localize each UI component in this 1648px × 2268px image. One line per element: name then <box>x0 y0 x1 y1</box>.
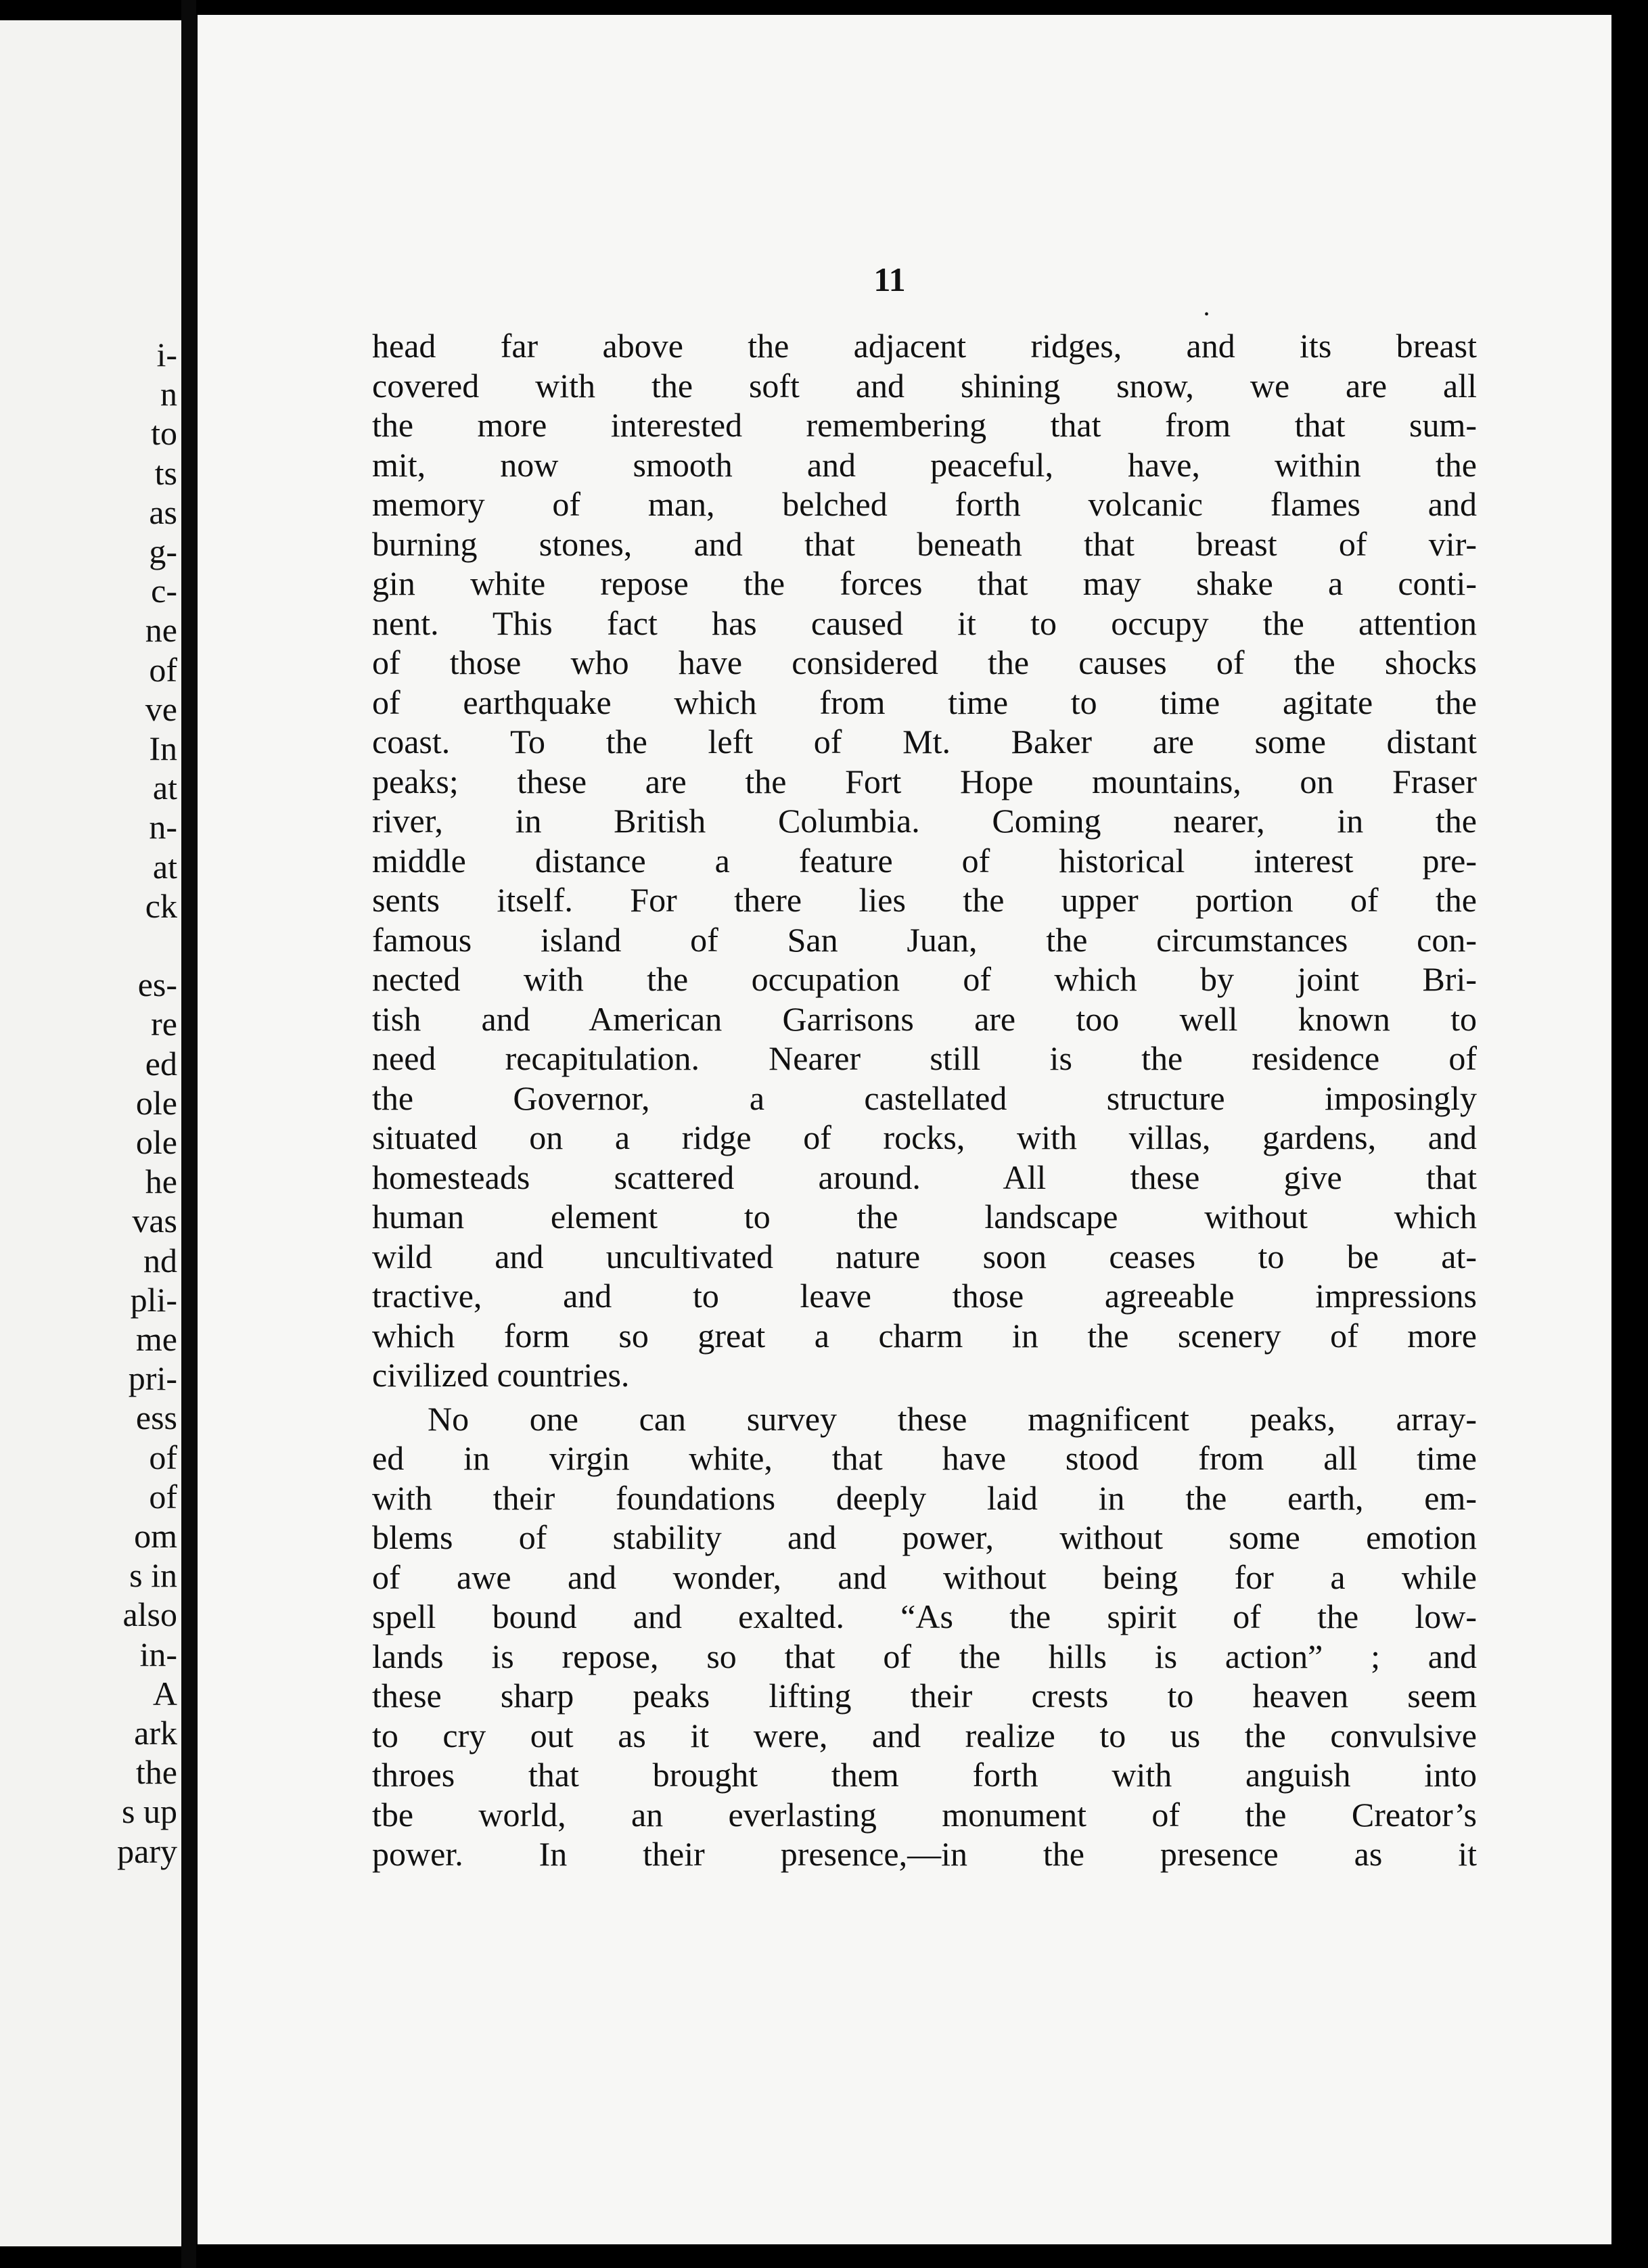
left-page-line: to <box>151 414 177 453</box>
left-page-line: ts <box>154 453 177 492</box>
paragraph-2 <box>372 1399 1477 1874</box>
text-line: lands is repose, so that of the hills is action” ; and <box>372 1637 1477 1675</box>
left-page-line: pli- <box>130 1280 177 1319</box>
text-line: wild and uncultivated nature soon ceases to be at- <box>372 1237 1477 1275</box>
text-line: peaks; these are the Fort Hope mountains, on Fraser <box>372 762 1477 800</box>
left-page-line: nd <box>143 1241 177 1279</box>
text-line: ed in virgin white, that have stood from all time <box>372 1439 1477 1477</box>
left-page-line: c- <box>151 572 177 610</box>
left-page-fragment <box>0 20 181 2246</box>
left-page-line: he <box>145 1162 177 1201</box>
text-line: power. In their presence,—in the presence as it <box>372 1835 1477 1873</box>
left-page-line: also <box>122 1595 177 1634</box>
text-line: gin white repose the forces that may shake a conti- <box>372 564 1477 602</box>
left-page-line: vas <box>132 1202 177 1240</box>
left-page-line: ark <box>134 1714 177 1752</box>
page-number: 11 <box>873 260 906 298</box>
left-page-line: om <box>134 1517 177 1555</box>
text-line: of awe and wonder, and without being for a while <box>372 1558 1477 1596</box>
left-page-line: ne <box>145 611 177 650</box>
left-page-line: A <box>152 1674 177 1713</box>
left-page-line: s in <box>129 1556 177 1595</box>
page-gutter <box>181 0 196 2268</box>
text-line: middle distance a feature of historical interest pre- <box>372 841 1477 880</box>
left-page-line: pary <box>117 1832 177 1870</box>
text-line: nent. This fact has caused it to occupy the attention <box>372 604 1477 642</box>
text-line: sents itself. For there lies the upper portion of the <box>372 881 1477 919</box>
left-page-line: at <box>152 847 177 886</box>
left-page-line: ck <box>145 886 177 925</box>
text-line: of those who have considered the causes of the shocks <box>372 643 1477 681</box>
text-line: with their foundations deeply laid in the earth, em- <box>372 1478 1477 1517</box>
text-line: these sharp peaks lifting their crests to heaven seem <box>372 1677 1477 1715</box>
text-line: memory of man, belched forth volcanic flames and <box>372 485 1477 523</box>
text-line: spell bound and exalted. “As the spirit of the low- <box>372 1597 1477 1635</box>
text-line: to cry out as it were, and realize to us the convulsive <box>372 1716 1477 1754</box>
text-line: the Governor, a castellated structure imposingly <box>372 1079 1477 1117</box>
left-page-line: i- <box>156 336 177 373</box>
left-page-line: ole <box>135 1123 177 1161</box>
left-page-line: the <box>135 1753 177 1792</box>
text-line: famous island of San Juan, the circumstances con- <box>372 920 1477 959</box>
text-line: which form so great a charm in the scenery of more <box>372 1316 1477 1355</box>
left-page-line: s up <box>122 1792 177 1831</box>
text-line: homesteads scattered around. All these give that <box>372 1158 1477 1196</box>
left-page-line: in- <box>139 1635 177 1673</box>
left-page-line: g- <box>149 532 177 570</box>
left-page-line: ess <box>135 1399 177 1437</box>
left-page-line: pri- <box>128 1359 177 1398</box>
left-page-line: of <box>149 1438 177 1476</box>
left-page-line: of <box>149 1477 177 1516</box>
text-line: blems of stability and power, without some emotion <box>372 1518 1477 1556</box>
text-line: situated on a ridge of rocks, with villas, gardens, and <box>372 1118 1477 1156</box>
text-line: coast. To the left of Mt. Baker are some distant <box>372 723 1477 761</box>
text-line: river, in British Columbia. Coming nearer, in the <box>372 802 1477 840</box>
text-line: civilized countries. <box>372 1356 630 1394</box>
text-line: head far above the adjacent ridges, and its breast <box>372 327 1477 365</box>
text-line: tish and American Garrisons are too well known to <box>372 999 1477 1038</box>
page-edge-shadow <box>1611 0 1648 2268</box>
left-page-line: re <box>151 1005 177 1043</box>
left-page-line: n- <box>149 808 177 846</box>
left-page-line: In <box>149 729 177 767</box>
left-page-line: as <box>149 493 177 531</box>
text-line: covered with the soft and shining snow, we are all <box>372 366 1477 405</box>
left-page-line: ve <box>145 689 177 728</box>
left-page-line: at <box>152 769 177 807</box>
paragraph-1 <box>372 326 1477 1395</box>
left-page-line: n <box>160 375 177 413</box>
text-line: burning stones, and that beneath that breast of vir- <box>372 524 1477 563</box>
text-line: throes that brought them forth with anguish into <box>372 1756 1477 1794</box>
text-line: mit, now smooth and peaceful, have, within the <box>372 445 1477 484</box>
left-page-line: of <box>149 650 177 689</box>
text-line: human element to the landscape without which <box>372 1198 1477 1235</box>
text-line: tractive, and to leave those agreeable impressions <box>372 1277 1477 1315</box>
text-line: No one can survey these magnificent peaks, array- <box>428 1399 1477 1438</box>
text-line: tbe world, an everlasting monument of the Creator’s <box>372 1795 1477 1834</box>
left-page-line: me <box>135 1320 177 1358</box>
left-page-line: ole <box>135 1083 177 1122</box>
book-page <box>198 15 1611 2244</box>
text-line: need recapitulation. Nearer still is the residence of <box>372 1039 1477 1077</box>
left-page-line: es- <box>137 966 177 1004</box>
stray-dot-mark: • <box>1204 307 1210 322</box>
left-page-line: ed <box>145 1044 177 1083</box>
page-body-text <box>372 326 1477 1874</box>
text-line: of earthquake which from time to time agitate the <box>372 683 1477 721</box>
text-line: the more interested remembering that from that sum- <box>372 406 1477 444</box>
text-line: nected with the occupation of which by joint Bri- <box>372 960 1477 998</box>
